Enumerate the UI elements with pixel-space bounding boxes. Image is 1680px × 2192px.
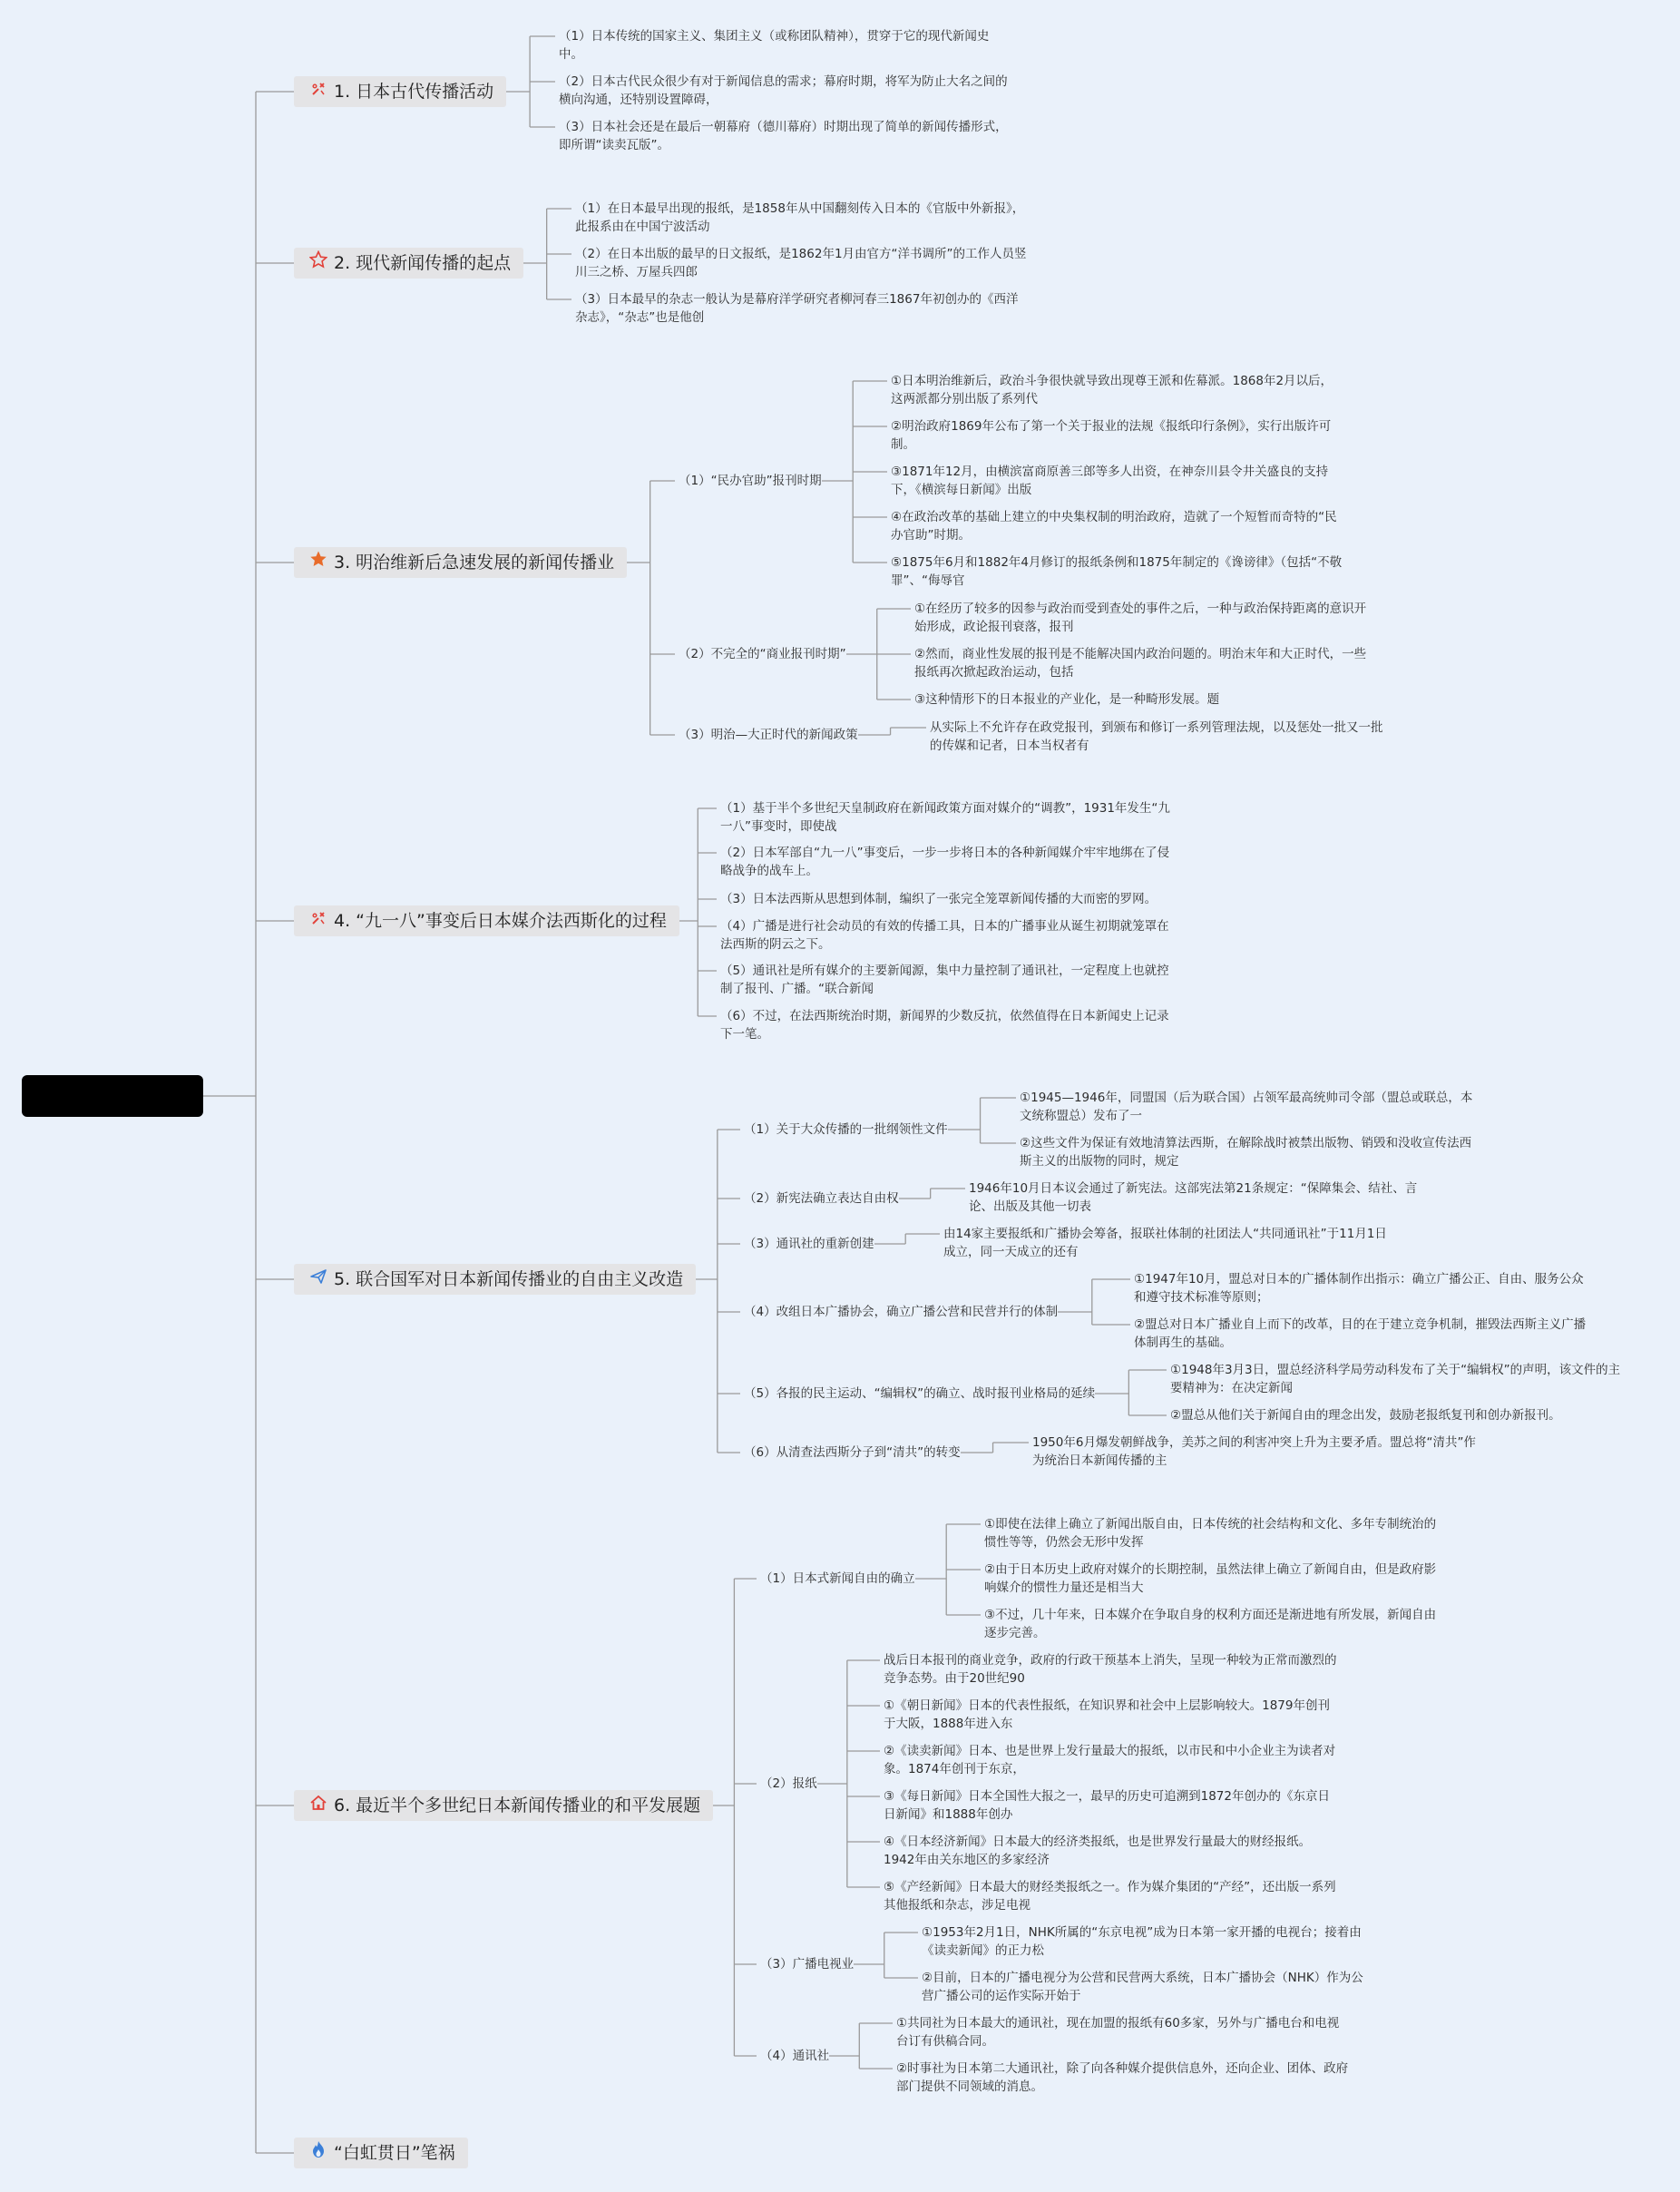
branch-new-constitution[interactable]: （2）新宪法确立表达自由权 (744, 1191, 899, 1206)
leaf-text[interactable]: ①1945—1946年，同盟国（后为联合国）占领军最高统帅司令部（盟总或联总，本文统称盟总）发布了一 (1020, 1091, 1473, 1123)
topic-meiji-restoration[interactable] (294, 547, 627, 578)
topic-allied-reform[interactable] (294, 1264, 696, 1295)
leaf-text[interactable]: ③1871年12月，由横滨富商原善三郎等多人出资，在神奈川县令井关盛良的支持下，《横滨每日新闻》出版 (891, 465, 1329, 497)
topic-label: 4. “九一八”事变后日本媒介法西斯化的过程 (334, 911, 667, 931)
leaf-text[interactable]: ③《每日新闻》日本全国性大报之一，最早的历史可追溯到1872年创办的《东京日日新闻》和1888年创办 (884, 1789, 1330, 1822)
leaf-text[interactable]: （2）在日本出版的最早的日文报纸，是1862年1月由官方“洋书调所”的工作人员竖川三之桥、万屋兵四郎 (575, 247, 1027, 279)
leaf-text[interactable]: ①1948年3月3日，盟总经济科学局劳动科发布了关于“编辑权”的声明，该文件的主要精神为：在决定新闻 (1170, 1363, 1621, 1395)
leaf-text[interactable]: ④在政治改革的基础上建立的中央集权制的明治政府，造就了一个短暂而奇特的“民办官助”时期。 (891, 510, 1337, 543)
topic-label: 2. 现代新闻传播的起点 (334, 253, 512, 273)
strategy-icon (308, 906, 328, 937)
topic-label: “白虹贯日”笔祸 (334, 2143, 455, 2163)
topic-postwar-development[interactable] (294, 1790, 713, 1821)
leaf-text[interactable]: （1）日本传统的国家主义、集团主义（或称团队精神），贯穿于它的现代新闻史中。 (559, 29, 990, 62)
branch-commercial-press[interactable]: （2）不完全的“商业报刊时期” (679, 647, 846, 661)
leaf-text[interactable]: ③不过，几十年来，日本媒介在争取自身的权利方面还是渐进地有所发展，新闻自由逐步完善。 (984, 1608, 1437, 1640)
topic-ancient-communication[interactable] (294, 76, 506, 107)
leaf-text[interactable]: ①在经历了较多的因参与政治而受到查处的事件之后，一种与政治保持距离的意识开始形成，政论报刊衰落，报刊 (914, 602, 1367, 634)
topic-label: 3. 明治维新后急速发展的新闻传播业 (334, 553, 615, 572)
branch-newspapers[interactable]: （2）报纸 (760, 1776, 817, 1791)
leaf-text[interactable]: ②由于日本历史上政府对媒介的长期控制，虽然法律上确立了新闻自由，但是政府影响媒介的惯性力量还是相当大 (984, 1562, 1437, 1595)
topic-label: 5. 联合国军对日本新闻传播业的自由主义改造 (334, 1269, 684, 1289)
leaf-text[interactable]: ①1953年2月1日，NHK所属的“东京电视”成为日本第一家开播的电视台；接着由《读卖新闻》的正力松 (922, 1925, 1362, 1958)
star-filled-icon (308, 548, 328, 579)
branch-news-agency-rebuild[interactable]: （3）通讯社的重新创建 (744, 1237, 874, 1251)
flame-icon (308, 2138, 328, 2169)
leaf-text[interactable]: （2）日本古代民众很少有对于新闻信息的需求；幕府时期，将军为防止大名之间的横向沟通，还特别设置障碍， (559, 74, 1008, 107)
branch-news-agencies[interactable]: （4）通讯社 (760, 2049, 830, 2063)
leaf-text[interactable]: ②盟总从他们关于新闻自由的理念出发，鼓励老报纸复刊和创办新报刊。 (1170, 1408, 1561, 1423)
topic-fascist-media[interactable] (294, 905, 679, 936)
leaf-text[interactable]: ①共同社为日本最大的通讯社，现在加盟的报纸有60多家，另外与广播电台和电视台订有供稿合同。 (896, 2016, 1340, 2049)
topic-label: 6. 最近半个多世纪日本新闻传播业的和平发展题 (334, 1796, 701, 1815)
leaf-text[interactable]: ①日本明治维新后，政治斗争很快就导致出现尊王派和佐幕派。1868年2月以后，这两派都分别出版了系列代 (891, 374, 1333, 406)
paper-plane-icon (308, 1265, 328, 1296)
leaf-text[interactable]: ②明治政府1869年公布了第一个关于报业的法规《报纸印行条例》，实行出版许可制。 (891, 419, 1332, 452)
branch-meiji-taisho-policy[interactable]: （3）明治—大正时代的新闻政策 (679, 728, 858, 742)
leaf-text[interactable]: ④《日本经济新闻》日本最大的经济类报纸，也是世界发行量最大的财经报纸。1942年由关东地区的多家经济 (884, 1835, 1312, 1867)
leaf-text[interactable]: ②《读卖新闻》日本、也是世界上发行量最大的报纸，以市民和中小企业主为读者对象。1874年创刊于东京， (884, 1744, 1336, 1776)
house-icon (308, 1791, 328, 1822)
leaf-text[interactable]: （3）日本法西斯从思想到体制，编织了一张完全笼罩新闻传播的大而密的罗网。 (720, 892, 1157, 906)
leaf-text[interactable]: ②这些文件为保证有效地清算法西斯，在解除战时被禁出版物、销毁和没收宣传法西斯主义的出版物的同时，规定 (1020, 1136, 1472, 1169)
leaf-text[interactable]: （3）日本社会还是在最后一朝幕府（德川幕府）时期出现了简单的新闻传播形式，即所谓“读卖瓦版”。 (559, 120, 1008, 152)
leaf-text[interactable]: （4）广播是进行社会动员的有效的传播工具，日本的广播事业从诞生初期就笼罩在法西斯的阴云之下。 (720, 919, 1169, 952)
leaf-text[interactable]: （1）在日本最早出现的报纸，是1858年从中国翻刻传入日本的《官版中外新报》，此报系由在中国宁波活动 (575, 201, 1025, 234)
root-topic[interactable] (22, 1075, 203, 1117)
branch-press-freedom[interactable]: （1）日本式新闻自由的确立 (760, 1571, 915, 1586)
branch-private-official[interactable]: （1）“民办官助”报刊时期 (679, 474, 822, 488)
leaf-text[interactable]: 从实际上不允许存在政党报刊，到颁布和修订一系列管理法规，以及惩处一批又一批的传媒和记者，日本当权者有 (930, 720, 1383, 753)
leaf-text[interactable]: （1）基于半个多世纪天皇制政府在新闻政策方面对媒介的“调教”，1931年发生“九一八”事变时，即使战 (720, 801, 1170, 834)
leaf-text[interactable]: ③这种情形下的日本报业的产业化，是一种畸形发展。题 (914, 692, 1220, 707)
leaf-text[interactable]: 战后日本报刊的商业竞争，政府的行政干预基本上消失，呈现一种较为正常而激烈的竞争态势。由于20世纪90 (884, 1653, 1337, 1686)
branch-red-purge[interactable]: （6）从清查法西斯分子到“清共”的转变 (744, 1445, 961, 1460)
branch-broadcast-tv[interactable]: （3）广播电视业 (760, 1957, 855, 1972)
topic-label: 1. 日本古代传播活动 (334, 82, 494, 102)
leaf-text[interactable]: 由14家主要报纸和广播协会筹备，报联社体制的社团法人“共同通讯社”于11月1日成立，同一天成立的还有 (943, 1227, 1387, 1259)
leaf-text[interactable]: （6）不过，在法西斯统治时期，新闻界的少数反抗，依然值得在日本新闻史上记录下一笔。 (720, 1009, 1169, 1042)
topic-white-rainbow-incident[interactable] (294, 2138, 468, 2168)
branch-editorial-rights[interactable]: （5）各报的民主运动、“编辑权”的确立、战时报刊业格局的延续 (744, 1386, 1096, 1401)
leaf-text[interactable]: （5）通讯社是所有媒介的主要新闻源，集中力量控制了通讯社，一定程度上也就控制了报刊、广播。“联合新闻 (720, 964, 1169, 996)
leaf-text[interactable]: ①即使在法律上确立了新闻出版自由，日本传统的社会结构和文化、多年专制统治的惯性等等，仍然会无形中发挥 (984, 1517, 1437, 1550)
star-outline-icon (308, 249, 328, 279)
leaf-text[interactable]: 1946年10月日本议会通过了新宪法。这部宪法第21条规定：“保障集会、结社、言论、出版及其他一切表 (969, 1181, 1418, 1214)
leaf-text[interactable]: ②目前，日本的广播电视分为公营和民营两大系统，日本广播协会（NHK）作为公营广播公司的运作实际开始于 (922, 1971, 1363, 2003)
branch-broadcast-reform[interactable]: （4）改组日本广播协会，确立广播公营和民营并行的体制 (744, 1305, 1059, 1319)
branch-guiding-documents[interactable]: （1）关于大众传播的一批纲领性文件 (744, 1122, 948, 1137)
topic-modern-origins[interactable] (294, 248, 523, 279)
leaf-text[interactable]: 1950年6月爆发朝鲜战争，美苏之间的利害冲突上升为主要矛盾。盟总将“清共”作为统治日本新闻传播的主 (1032, 1435, 1476, 1468)
leaf-text[interactable]: ②然而，商业性发展的报刊是不能解决国内政治问题的。明治末年和大正时代，一些报纸再次掀起政治运动，包括 (914, 647, 1367, 680)
leaf-text[interactable]: （3）日本最早的杂志一般认为是幕府洋学研究者柳河春三1867年初创办的《西洋杂志》，“杂志”也是他创 (575, 292, 1019, 325)
leaf-text[interactable]: ②盟总对日本广播业自上而下的改革，目的在于建立竞争机制，摧毁法西斯主义广播体制再生的基础。 (1134, 1317, 1587, 1350)
leaf-text[interactable]: ⑤1875年6月和1882年4月修订的报纸条例和1875年制定的《谗谤律》（包括“不敬罪”、“侮辱官 (891, 555, 1343, 588)
leaf-text[interactable]: ⑤《产经新闻》日本最大的财经类报纸之一。作为媒介集团的“产经”，还出版一系列其他报纸和杂志，涉足电视 (884, 1880, 1336, 1913)
strategy-icon (308, 77, 328, 108)
leaf-text[interactable]: ①1947年10月，盟总对日本的广播体制作出指示：确立广播公正、自由、服务公众和遵守技术标准等原则； (1134, 1272, 1584, 1305)
leaf-text[interactable]: ②时事社为日本第二大通讯社，除了向各种媒介提供信息外，还向企业、团体、政府部门提供不同领域的消息。 (896, 2061, 1349, 2094)
leaf-text[interactable]: （2）日本军部自“九一八”事变后，一步一步将日本的各种新闻媒介牢牢地绑在了侵略战争的战车上。 (720, 846, 1170, 878)
leaf-text[interactable]: ①《朝日新闻》日本的代表性报纸，在知识界和社会中上层影响较大。1879年创刊于大阪，1888年进入东 (884, 1698, 1330, 1731)
